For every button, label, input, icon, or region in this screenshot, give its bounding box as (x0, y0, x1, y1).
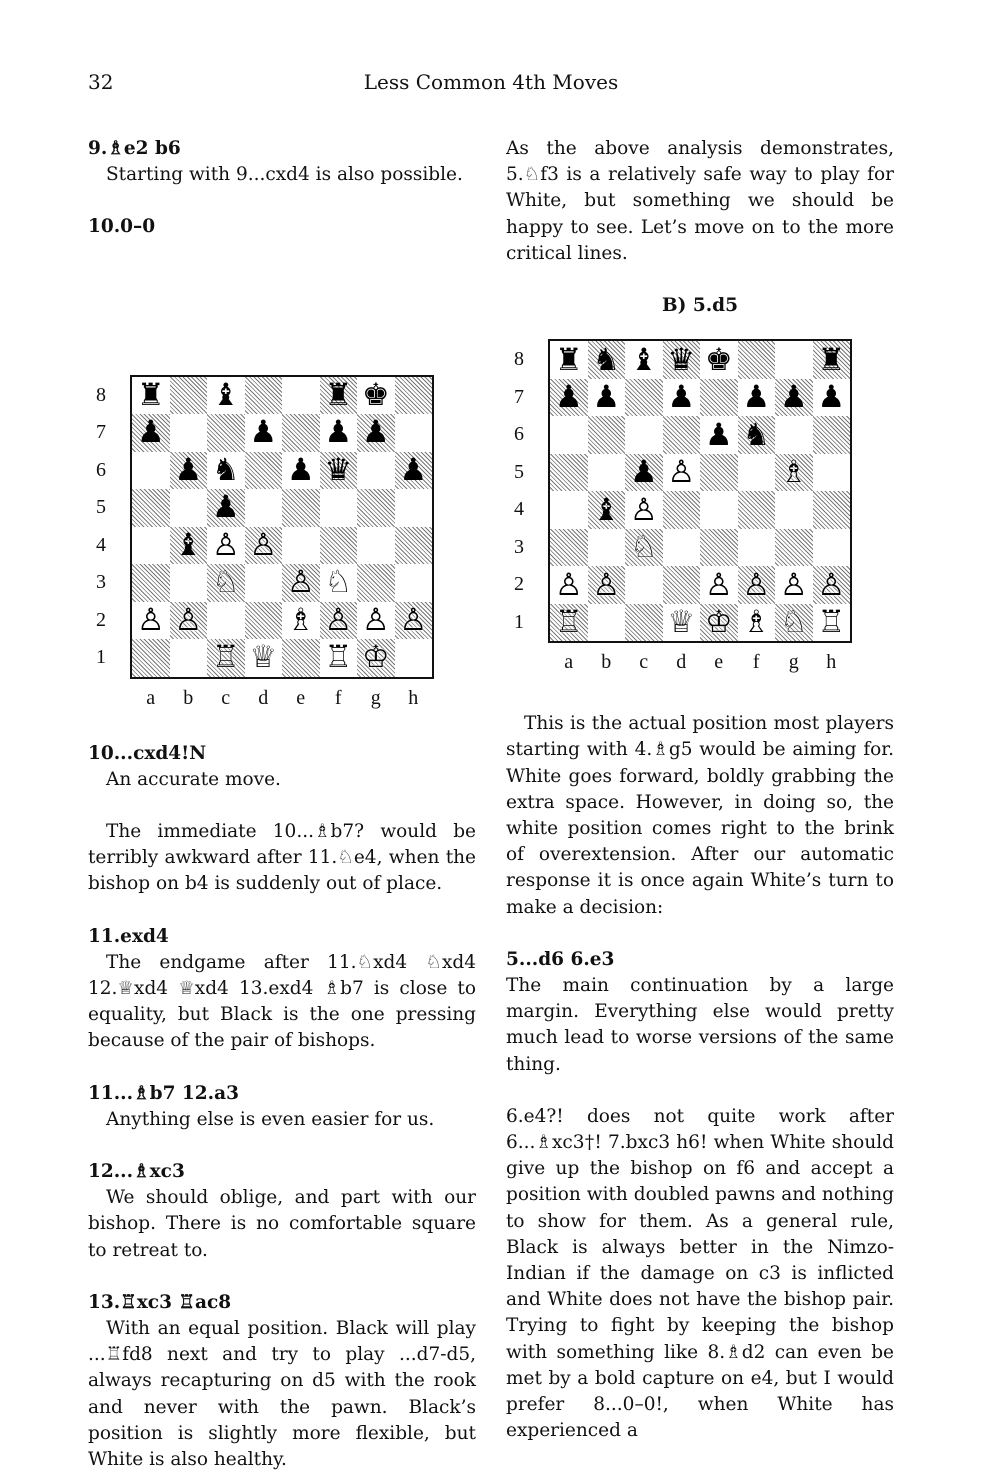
board-square (813, 491, 851, 529)
board-square (775, 379, 813, 417)
board-square (550, 341, 588, 379)
board-square (550, 529, 588, 567)
board-square (625, 566, 663, 604)
file-label: g (370, 686, 381, 709)
white-pawn-icon: ♙ (779, 566, 808, 603)
board-square (207, 377, 245, 415)
board-square (813, 604, 851, 642)
board-square (395, 452, 433, 490)
black-bishop-icon: ♝ (592, 491, 621, 528)
board-square (700, 454, 738, 492)
rank-label: 5 (96, 496, 106, 519)
board-square (320, 602, 358, 640)
white-knight-icon: ♘ (779, 604, 808, 641)
board-square (320, 452, 358, 490)
board-square (320, 564, 358, 602)
board-square (395, 602, 433, 640)
file-label: e (296, 686, 306, 709)
black-rook-icon: ♜ (136, 376, 165, 413)
board-square (245, 564, 283, 602)
board-square (282, 602, 320, 640)
board-square (357, 377, 395, 415)
board-square (132, 414, 170, 452)
board-square (320, 527, 358, 565)
board-square (320, 489, 358, 527)
board-square (245, 489, 283, 527)
rank-labels (506, 341, 532, 641)
board-square (700, 379, 738, 417)
rank-labels (88, 377, 114, 677)
board-square (813, 566, 851, 604)
rank-label: 2 (96, 608, 106, 631)
board-square (813, 341, 851, 379)
paragraph: Anything else is even easier for us. (106, 1108, 435, 1130)
file-labels (550, 649, 850, 675)
board-square (395, 489, 433, 527)
paragraph: With an equal position. Black will play ...♖fd8 next and try to play ...d7-d5, always recapturing on d5 with the rook and never with the pawn. Black’s position is slightly more flexible, but White is also healthy. (88, 1318, 476, 1471)
board-square (207, 602, 245, 640)
board-square (700, 529, 738, 567)
board-square (700, 416, 738, 454)
file-label: c (221, 686, 231, 709)
white-pawn-icon: ♙ (324, 601, 353, 638)
board-square (738, 491, 776, 529)
file-label: a (564, 651, 574, 674)
rank-label: 6 (514, 423, 524, 446)
board-square (738, 341, 776, 379)
board-square (282, 564, 320, 602)
board-square (738, 529, 776, 567)
board-square (700, 566, 738, 604)
file-label: e (714, 651, 724, 674)
board-square (625, 529, 663, 567)
paragraph: This is the actual position most players starting with 4.♗g5 would be aiming for. White goes forward, boldly grabbing the extra space. However, in doing so, the white position comes right to the brink of overextension. After our automatic response it is once again White’s turn to make a decision: (506, 713, 894, 918)
black-pawn-icon: ♟ (667, 379, 696, 416)
board-square (588, 566, 626, 604)
board-square (207, 452, 245, 490)
board-square (625, 491, 663, 529)
chess-diagram-1 (88, 261, 476, 709)
board-square (775, 341, 813, 379)
rank-label: 3 (96, 571, 106, 594)
board-square (738, 566, 776, 604)
white-rook-icon: ♖ (324, 639, 353, 676)
board-square (282, 639, 320, 677)
file-label: b (183, 686, 194, 709)
file-label: c (639, 651, 649, 674)
paragraph: An accurate move. (106, 768, 281, 790)
board-square (625, 604, 663, 642)
black-pawn-icon: ♟ (286, 451, 315, 488)
board-square (588, 341, 626, 379)
black-pawn-icon: ♟ (704, 416, 733, 453)
board-square (245, 602, 283, 640)
paragraph: The main continuation by a large margin. Everything else would pretty much lead to worse versions of the same thing. (506, 975, 894, 1075)
page-header (88, 70, 894, 100)
white-pawn-icon: ♙ (361, 601, 390, 638)
section-heading: B) 5.d5 (662, 295, 738, 317)
board-square (357, 639, 395, 677)
board-square (395, 527, 433, 565)
board-square (320, 414, 358, 452)
board-square (170, 564, 208, 602)
board-square (625, 416, 663, 454)
file-label: f (752, 651, 760, 674)
chessboard (548, 339, 852, 643)
black-knight-icon: ♞ (211, 451, 240, 488)
board-square (170, 452, 208, 490)
move-heading: 10.0–0 (88, 216, 156, 238)
board-square (357, 564, 395, 602)
file-label: d (676, 651, 687, 674)
board-square (738, 604, 776, 642)
page-number: 32 (88, 70, 114, 94)
board-square (357, 452, 395, 490)
white-knight-icon: ♘ (629, 529, 658, 566)
black-pawn-icon: ♟ (742, 379, 771, 416)
board-square (700, 491, 738, 529)
black-bishop-icon: ♝ (174, 526, 203, 563)
board-square (550, 379, 588, 417)
file-labels (132, 685, 432, 711)
white-pawn-icon: ♙ (554, 566, 583, 603)
board-square (132, 489, 170, 527)
move-heading: 11...♗b7 12.a3 (88, 1082, 239, 1104)
white-knight-icon: ♘ (324, 564, 353, 601)
board-square (588, 379, 626, 417)
board-square (550, 604, 588, 642)
black-pawn-icon: ♟ (592, 379, 621, 416)
white-queen-icon: ♕ (667, 604, 696, 641)
rank-label: 7 (96, 421, 106, 444)
board-square (132, 602, 170, 640)
board-square (245, 639, 283, 677)
paragraph: The immediate 10...♗b7? would be terribly awkward after 11.♘e4, when the bishop on b4 is suddenly out of place. (88, 821, 476, 895)
board-square (775, 529, 813, 567)
white-bishop-icon: ♗ (779, 454, 808, 491)
board-square (813, 529, 851, 567)
board-square (320, 377, 358, 415)
board-square (395, 639, 433, 677)
white-pawn-icon: ♙ (817, 566, 846, 603)
file-label: f (334, 686, 342, 709)
white-pawn-icon: ♙ (592, 566, 621, 603)
board-square (357, 414, 395, 452)
black-pawn-icon: ♟ (779, 379, 808, 416)
board-square (663, 529, 701, 567)
board-square (282, 527, 320, 565)
move-heading: 11.exd4 (88, 925, 169, 947)
board-square (700, 604, 738, 642)
paragraph: 6.e4?! does not quite work after 6...♗xc3†! 7.bxc3 h6! when White should give up the bishop on f6 and accept a position with doubled pawns and nothing to show for them. As a general rule, Black is always better in the Nimzo-Indian if the damage on c3 is inflicted and White does not have the bishop pair. Trying to fight by keeping the bishop with something like 8.♗d2 can even be met by a bold capture on e4, but I would prefer 8...0–0!, when White has experienced a (506, 1105, 894, 1442)
board-square (395, 414, 433, 452)
black-pawn-icon: ♟ (361, 414, 390, 451)
move-heading: 10...cxd4!N (88, 742, 207, 764)
board-square (663, 566, 701, 604)
board-square (207, 489, 245, 527)
white-rook-icon: ♖ (817, 604, 846, 641)
board-square (813, 416, 851, 454)
black-pawn-icon: ♟ (629, 454, 658, 491)
board-square (170, 377, 208, 415)
black-queen-icon: ♛ (324, 451, 353, 488)
move-heading: 9.♗e2 b6 (88, 138, 181, 159)
white-bishop-icon: ♗ (286, 601, 315, 638)
file-label: d (258, 686, 269, 709)
board-square (170, 414, 208, 452)
board-square (588, 529, 626, 567)
board-square (663, 454, 701, 492)
move-heading: 5...d6 6.e3 (506, 948, 615, 970)
running-title: Less Common 4th Moves (363, 70, 619, 94)
board-square (132, 639, 170, 677)
rank-label: 5 (514, 460, 524, 483)
white-bishop-icon: ♗ (742, 604, 771, 641)
board-square (775, 416, 813, 454)
board-square (625, 379, 663, 417)
board-square (588, 416, 626, 454)
black-pawn-icon: ♟ (399, 451, 428, 488)
board-square (550, 491, 588, 529)
rank-label: 1 (96, 646, 106, 669)
board-square (738, 416, 776, 454)
board-square (357, 489, 395, 527)
black-rook-icon: ♜ (324, 376, 353, 413)
board-square (282, 377, 320, 415)
board-square (700, 341, 738, 379)
board-square (663, 416, 701, 454)
file-label: h (408, 686, 419, 709)
board-square (132, 527, 170, 565)
white-king-icon: ♔ (361, 639, 390, 676)
white-pawn-icon: ♙ (704, 566, 733, 603)
board-square (775, 566, 813, 604)
black-bishop-icon: ♝ (211, 376, 240, 413)
rank-label: 8 (514, 348, 524, 371)
chess-diagram-2 (506, 333, 894, 711)
board-square (282, 414, 320, 452)
white-rook-icon: ♖ (211, 639, 240, 676)
white-pawn-icon: ♙ (667, 454, 696, 491)
board-square (588, 491, 626, 529)
white-queen-icon: ♕ (249, 639, 278, 676)
move-heading: 13.♖xc3 ♖ac8 (88, 1291, 232, 1313)
black-pawn-icon: ♟ (324, 414, 353, 451)
black-knight-icon: ♞ (592, 341, 621, 378)
board-square (245, 527, 283, 565)
black-pawn-icon: ♟ (136, 414, 165, 451)
black-king-icon: ♚ (361, 376, 390, 413)
file-label: h (826, 651, 837, 674)
rank-label: 8 (96, 383, 106, 406)
black-pawn-icon: ♟ (249, 414, 278, 451)
right-column (506, 136, 894, 1445)
board-square (207, 639, 245, 677)
board-square (207, 527, 245, 565)
board-square (738, 379, 776, 417)
board-square (245, 377, 283, 415)
black-knight-icon: ♞ (742, 416, 771, 453)
rank-label: 6 (96, 458, 106, 481)
board-square (395, 564, 433, 602)
black-pawn-icon: ♟ (211, 489, 240, 526)
white-pawn-icon: ♙ (399, 601, 428, 638)
board-square (738, 454, 776, 492)
black-bishop-icon: ♝ (629, 341, 658, 378)
black-pawn-icon: ♟ (554, 379, 583, 416)
white-pawn-icon: ♙ (286, 564, 315, 601)
move-heading: 12...♗xc3 (88, 1161, 185, 1183)
board-square (813, 379, 851, 417)
board-square (813, 454, 851, 492)
left-column (88, 136, 476, 1473)
board-square (550, 566, 588, 604)
board-square (663, 604, 701, 642)
board-square (170, 602, 208, 640)
file-label: a (146, 686, 156, 709)
board-square (775, 604, 813, 642)
white-king-icon: ♔ (704, 604, 733, 641)
board-square (357, 527, 395, 565)
board-square (132, 377, 170, 415)
board-square (550, 454, 588, 492)
file-label: g (788, 651, 799, 674)
paragraph: Starting with 9...cxd4 is also possible. (106, 164, 463, 186)
board-square (625, 454, 663, 492)
file-label: b (601, 651, 612, 674)
white-pawn-icon: ♙ (249, 526, 278, 563)
rank-label: 7 (514, 385, 524, 408)
white-pawn-icon: ♙ (174, 601, 203, 638)
rank-label: 4 (514, 498, 524, 521)
board-square (282, 452, 320, 490)
board-square (550, 416, 588, 454)
black-pawn-icon: ♟ (174, 451, 203, 488)
board-square (395, 377, 433, 415)
board-square (320, 639, 358, 677)
board-square (245, 452, 283, 490)
white-rook-icon: ♖ (554, 604, 583, 641)
board-square (170, 527, 208, 565)
rank-label: 4 (96, 533, 106, 556)
black-rook-icon: ♜ (554, 341, 583, 378)
rank-label: 3 (514, 535, 524, 558)
board-square (663, 491, 701, 529)
board-square (775, 491, 813, 529)
board-square (357, 602, 395, 640)
board-square (170, 489, 208, 527)
board-square (588, 454, 626, 492)
board-square (132, 564, 170, 602)
black-king-icon: ♚ (704, 341, 733, 378)
board-square (588, 604, 626, 642)
white-pawn-icon: ♙ (629, 491, 658, 528)
board-square (282, 489, 320, 527)
white-pawn-icon: ♙ (211, 526, 240, 563)
rank-label: 2 (514, 573, 524, 596)
black-rook-icon: ♜ (817, 341, 846, 378)
chessboard (130, 375, 434, 679)
paragraph: As the above analysis demonstrates, 5.♘f3 is a relatively safe way to play for White, but something we should be happy to see. Let’s move on to the more critical lines. (506, 138, 894, 264)
board-square (663, 379, 701, 417)
board-square (170, 639, 208, 677)
white-pawn-icon: ♙ (136, 601, 165, 638)
black-pawn-icon: ♟ (817, 379, 846, 416)
board-square (245, 414, 283, 452)
board-square (207, 414, 245, 452)
board-square (775, 454, 813, 492)
paragraph: We should oblige, and part with our bishop. There is no comfortable square to retreat to. (88, 1187, 476, 1261)
board-square (625, 341, 663, 379)
board-square (132, 452, 170, 490)
board-square (663, 341, 701, 379)
paragraph: The endgame after 11.♘xd4 ♘xd4 12.♕xd4 ♕xd4 13.exd4 ♗b7 is close to equality, but Black is the one pressing because of the pair of bishops. (88, 951, 476, 1052)
board-square (207, 564, 245, 602)
black-queen-icon: ♛ (667, 341, 696, 378)
white-knight-icon: ♘ (211, 564, 240, 601)
white-pawn-icon: ♙ (742, 566, 771, 603)
rank-label: 1 (514, 610, 524, 633)
